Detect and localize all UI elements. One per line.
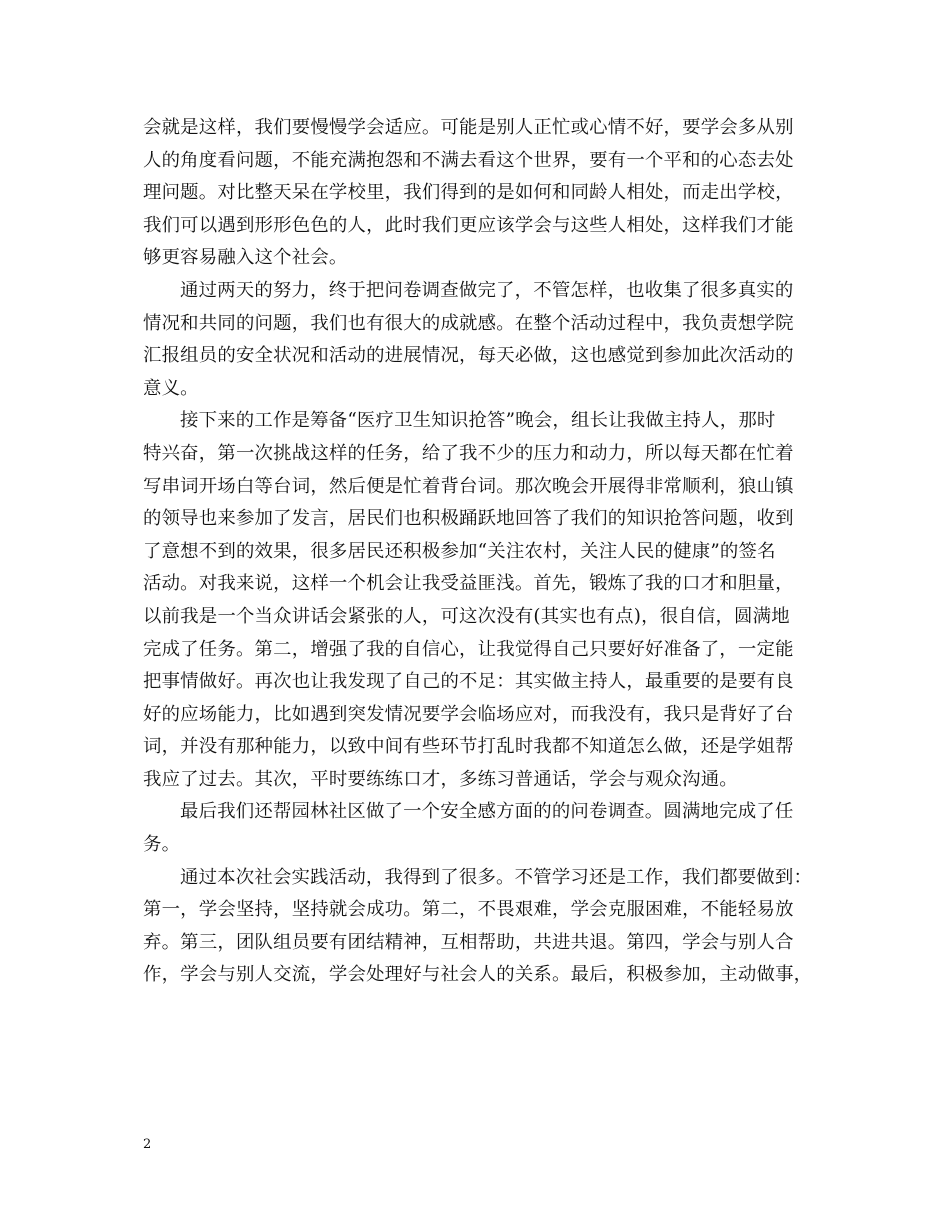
text-line: 通过本次社会实践活动，我得到了很多。不管学习还是工作，我们都要做到： [180, 866, 813, 888]
text-line: 通过两天的努力，终于把问卷调查做完了，不管怎样，也收集了很多真实的 [180, 279, 794, 301]
text-line: 活动。对我来说，这样一个机会让我受益匪浅。首先，锻炼了我的口才和胆量， [143, 573, 794, 595]
paragraph [143, 862, 823, 992]
text-line: 我应了过去。其次，平时要练练口才，多练习普通话，学会与观众沟通。 [143, 768, 738, 790]
paragraph [143, 275, 823, 405]
text-line: 我们可以遇到形形色色的人，此时我们更应该学会与这些人相处，这样我们才能 [143, 214, 794, 236]
text-line: 务。 [143, 834, 181, 856]
text-line: 特兴奋，第一次挑战这样的任务，给了我不少的压力和动力，所以每天都在忙着 [143, 442, 794, 464]
paragraph [143, 112, 823, 275]
page-number: 2 [143, 1137, 152, 1152]
text-line: 完成了任务。第二，增强了我的自信心，让我觉得自己只要好好准备了，一定能 [143, 638, 794, 660]
text-line: 词，并没有那种能力，以致中间有些环节打乱时我都不知道怎么做，还是学姐帮 [143, 736, 794, 758]
text-line: 弃。第三，团队组员要有团结精神，互相帮助，共进共退。第四，学会与别人合 [143, 931, 794, 953]
text-line: 接下来的工作是筹备“医疗卫生知识抢答”晚会，组长让我做主持人，那时 [180, 410, 776, 432]
text-line: 理问题。对比整天呆在学校里，我们得到的是如何和同龄人相处，而走出学校， [143, 182, 794, 204]
text-line: 的领导也来参加了发言，居民们也积极踊跃地回答了我们的知识抢答问题，收到 [143, 508, 794, 530]
text-line: 会就是这样，我们要慢慢学会适应。可能是别人正忙或心情不好，要学会多从别 [143, 117, 794, 138]
text-line: 够更容易融入这个社会。 [143, 247, 348, 269]
text-line: 人的角度看问题，不能充满抱怨和不满去看这个世界，要有一个平和的心态去处 [143, 149, 794, 171]
text-line: 好的应场能力，比如遇到突发情况要学会临场应对，而我没有，我只是背好了台 [143, 703, 794, 725]
body-text [143, 112, 823, 992]
text-line: 以前我是一个当众讲话会紧张的人，可这次没有(其实也有点)，很自信，圆满地 [143, 605, 790, 627]
text-line: 第一，学会坚持，坚持就会成功。第二，不畏艰难，学会克服困难，不能轻易放 [143, 899, 794, 921]
text-line: 了意想不到的效果，很多居民还积极参加“关注农村，关注人民的健康”的签名 [143, 540, 776, 562]
text-line: 意义。 [143, 377, 199, 399]
paragraph [143, 796, 823, 861]
paragraph [143, 405, 823, 796]
text-line: 情况和共同的问题，我们也有很大的成就感。在整个活动过程中，我负责想学院 [143, 312, 794, 334]
text-line: 最后我们还帮园林社区做了一个安全感方面的的问卷调查。圆满地完成了任 [180, 801, 794, 823]
text-line: 作，学会与别人交流，学会处理好与社会人的关系。最后，积极参加，主动做事， [143, 964, 813, 986]
text-line: 写串词开场白等台词，然后便是忙着背台词。那次晚会开展得非常顺利，狼山镇 [143, 475, 794, 497]
text-line: 把事情做好。再次也让我发现了自己的不足：其实做主持人，最重要的是要有良 [143, 671, 794, 693]
text-line: 汇报组员的安全状况和活动的进展情况，每天必做，这也感觉到参加此次活动的 [143, 345, 794, 367]
